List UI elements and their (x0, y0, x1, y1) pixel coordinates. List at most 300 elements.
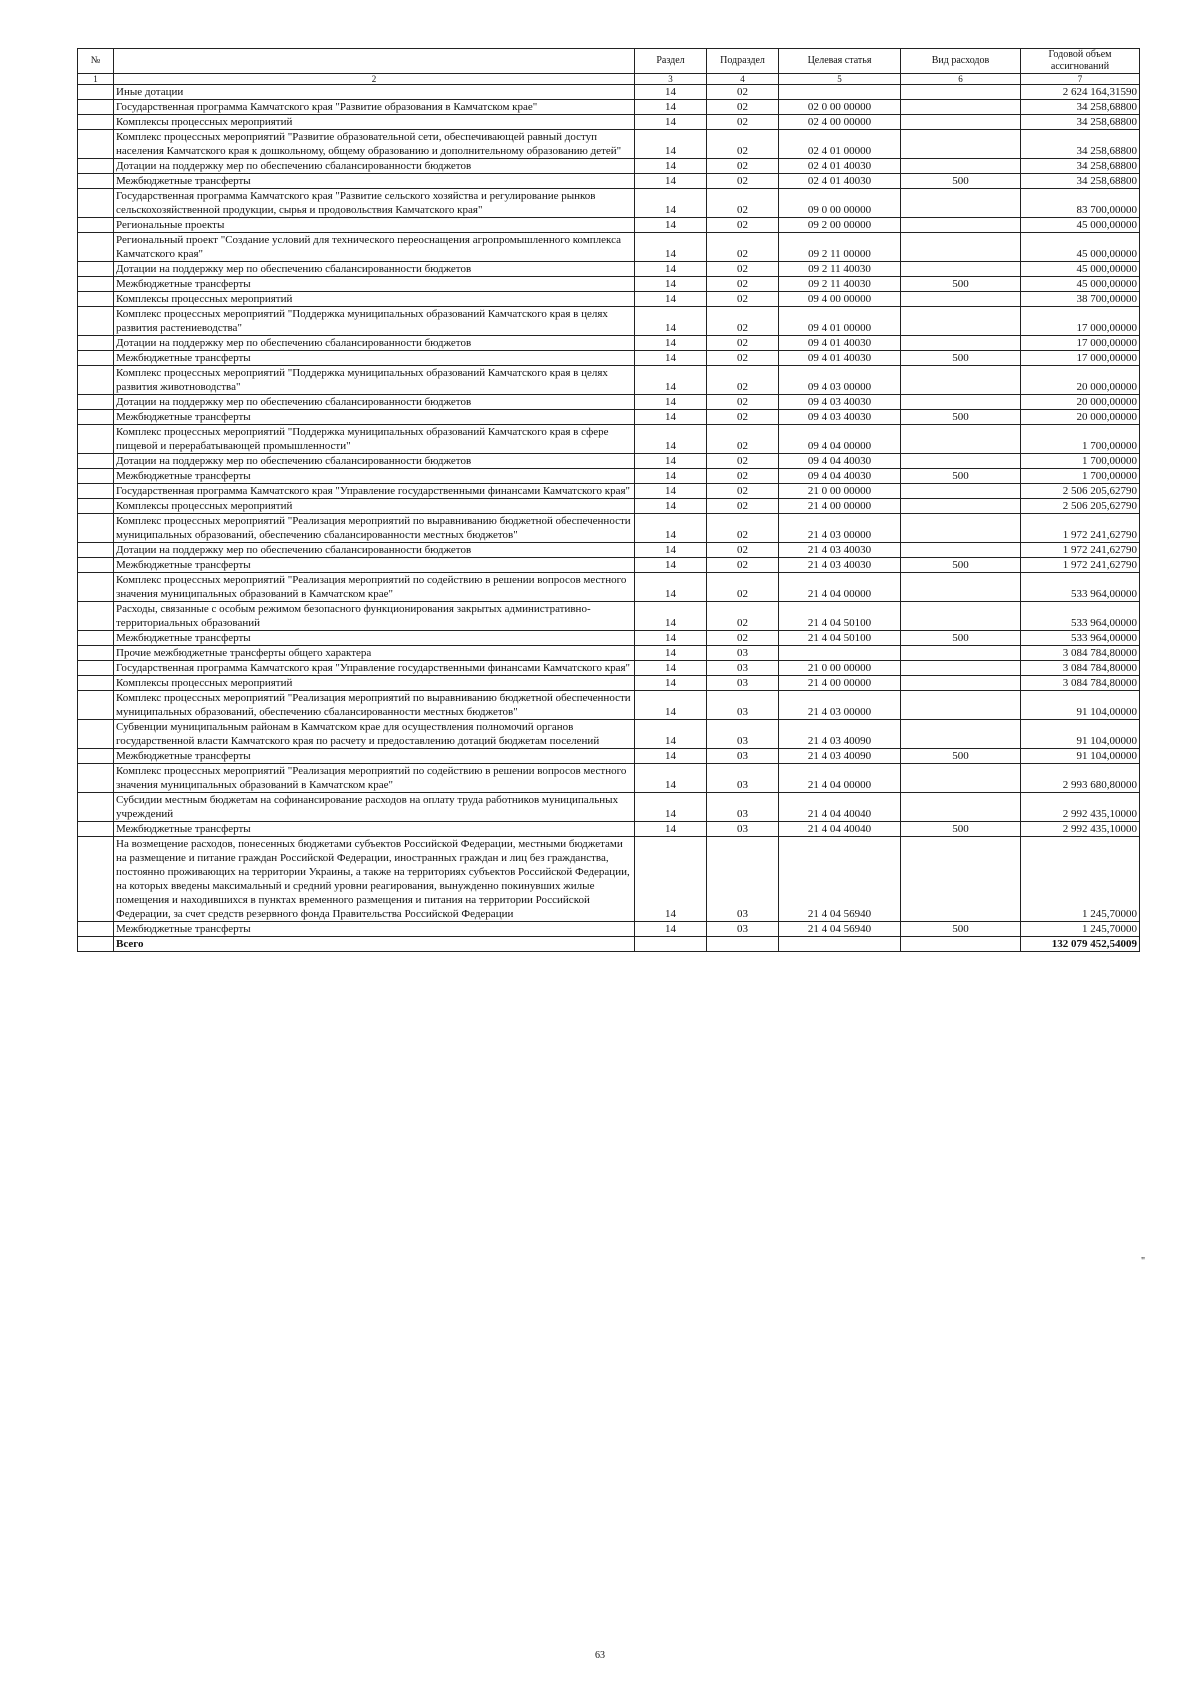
row-razdel: 14 (635, 454, 707, 469)
budget-table (77, 48, 1140, 952)
row-expense-type: 500 (901, 558, 1021, 573)
table-row (78, 233, 1140, 262)
table-row (78, 922, 1140, 937)
row-razdel: 14 (635, 425, 707, 454)
row-name: Дотации на поддержку мер по обеспечению сбалансированности бюджетов (114, 543, 635, 558)
row-expense-type (901, 499, 1021, 514)
row-target-article: 21 4 04 00000 (779, 764, 901, 793)
row-name: Межбюджетные трансферты (114, 922, 635, 937)
row-expense-type (901, 85, 1021, 100)
row-target-article: 09 2 00 00000 (779, 218, 901, 233)
row-target-article: 09 4 04 00000 (779, 425, 901, 454)
row-razdel: 14 (635, 174, 707, 189)
row-name: Межбюджетные трансферты (114, 631, 635, 646)
total-razdel-cell (635, 937, 707, 952)
row-target-article: 21 4 03 00000 (779, 691, 901, 720)
row-target-article: 09 4 03 40030 (779, 395, 901, 410)
row-name: Государственная программа Камчатского края "Развитие сельского хозяйства и регулирование рынков сельскохозяйственной продукции, сырья и продовольствия Камчатского края" (114, 189, 635, 218)
table-row (78, 277, 1140, 292)
table-row (78, 646, 1140, 661)
table-row (78, 174, 1140, 189)
row-razdel: 14 (635, 100, 707, 115)
row-podrazdel: 02 (707, 558, 779, 573)
row-name: Комплекс процессных мероприятий "Реализация мероприятий по выравниванию бюджетной обеспеченности муниципальных образований, обеспечению сбалансированности местных бюджетов" (114, 514, 635, 543)
row-razdel: 14 (635, 749, 707, 764)
row-num-cell (78, 262, 114, 277)
row-name: Субвенции муниципальным районам в Камчатском крае для осуществления полномочий органов государственной власти Камчатского края по расчету и предоставлению дотаций бюджетам поселений (114, 720, 635, 749)
row-expense-type (901, 573, 1021, 602)
row-target-article: 21 4 04 40040 (779, 822, 901, 837)
row-num-cell (78, 130, 114, 159)
row-expense-type (901, 676, 1021, 691)
row-name: Прочие межбюджетные трансферты общего характера (114, 646, 635, 661)
row-podrazdel: 02 (707, 233, 779, 262)
table-row (78, 336, 1140, 351)
table-row (78, 676, 1140, 691)
table-row (78, 218, 1140, 233)
table-row (78, 395, 1140, 410)
row-expense-type (901, 262, 1021, 277)
row-podrazdel: 02 (707, 499, 779, 514)
row-target-article: 09 2 11 00000 (779, 233, 901, 262)
table-row (78, 631, 1140, 646)
row-name: Межбюджетные трансферты (114, 749, 635, 764)
row-razdel: 14 (635, 307, 707, 336)
row-num-cell (78, 174, 114, 189)
table-row (78, 558, 1140, 573)
row-target-article: 09 4 00 00000 (779, 292, 901, 307)
total-cs-cell (779, 937, 901, 952)
row-target-article: 09 4 01 00000 (779, 307, 901, 336)
row-name: Комплексы процессных мероприятий (114, 676, 635, 691)
table-row (78, 351, 1140, 366)
row-expense-type (901, 720, 1021, 749)
row-podrazdel: 02 (707, 454, 779, 469)
row-podrazdel: 03 (707, 822, 779, 837)
row-amount: 3 084 784,80000 (1021, 676, 1140, 691)
row-target-article: 09 0 00 00000 (779, 189, 901, 218)
row-num-cell (78, 100, 114, 115)
row-amount: 1 245,70000 (1021, 837, 1140, 922)
row-amount: 38 700,00000 (1021, 292, 1140, 307)
row-podrazdel: 02 (707, 159, 779, 174)
table-row (78, 661, 1140, 676)
row-name: Комплексы процессных мероприятий (114, 115, 635, 130)
row-name: Расходы, связанные с особым режимом безопасного функционирования закрытых административно-территориальных образований (114, 602, 635, 631)
row-amount: 45 000,00000 (1021, 233, 1140, 262)
row-num-cell (78, 631, 114, 646)
row-num-cell (78, 922, 114, 937)
row-razdel: 14 (635, 514, 707, 543)
row-podrazdel: 02 (707, 410, 779, 425)
header-num: № (78, 49, 114, 74)
table-body (78, 85, 1140, 937)
row-podrazdel: 02 (707, 425, 779, 454)
row-target-article (779, 646, 901, 661)
table-row (78, 793, 1140, 822)
row-amount: 20 000,00000 (1021, 366, 1140, 395)
row-target-article: 02 4 01 40030 (779, 159, 901, 174)
row-target-article: 21 4 04 00000 (779, 573, 901, 602)
row-podrazdel: 02 (707, 631, 779, 646)
row-expense-type (901, 691, 1021, 720)
row-razdel: 14 (635, 922, 707, 937)
row-name: Комплекс процессных мероприятий "Развитие образовательной сети, обеспечивающей равный доступ населения Камчатского края к дошкольному, общему образованию и дополнительному образованию детей" (114, 130, 635, 159)
row-target-article: 21 4 03 00000 (779, 514, 901, 543)
row-amount: 1 245,70000 (1021, 922, 1140, 937)
row-target-article: 02 4 01 40030 (779, 174, 901, 189)
row-num-cell (78, 484, 114, 499)
row-podrazdel: 02 (707, 100, 779, 115)
row-razdel: 14 (635, 661, 707, 676)
row-num-cell (78, 469, 114, 484)
total-amount: 132 079 452,54009 (1021, 937, 1140, 952)
row-target-article: 21 0 00 00000 (779, 661, 901, 676)
row-amount: 17 000,00000 (1021, 307, 1140, 336)
row-name: Комплекс процессных мероприятий "Поддержка муниципальных образований Камчатского края в сфере пищевой и перерабатывающей промышленности" (114, 425, 635, 454)
row-razdel: 14 (635, 469, 707, 484)
row-num-cell (78, 499, 114, 514)
row-expense-type (901, 543, 1021, 558)
row-podrazdel: 03 (707, 922, 779, 937)
column-number: 2 (114, 74, 635, 85)
row-target-article: 21 4 03 40090 (779, 749, 901, 764)
row-expense-type (901, 646, 1021, 661)
row-amount: 533 964,00000 (1021, 631, 1140, 646)
row-razdel: 14 (635, 351, 707, 366)
total-podrazdel-cell (707, 937, 779, 952)
row-razdel: 14 (635, 676, 707, 691)
column-number-row (78, 74, 1140, 85)
row-amount: 2 506 205,62790 (1021, 484, 1140, 499)
table-row (78, 543, 1140, 558)
row-expense-type: 500 (901, 410, 1021, 425)
row-expense-type (901, 425, 1021, 454)
row-target-article: 21 4 03 40030 (779, 558, 901, 573)
row-target-article: 21 4 03 40030 (779, 543, 901, 558)
row-podrazdel: 02 (707, 351, 779, 366)
row-amount: 533 964,00000 (1021, 573, 1140, 602)
row-podrazdel: 02 (707, 292, 779, 307)
row-target-article: 02 4 01 00000 (779, 130, 901, 159)
row-amount: 34 258,68800 (1021, 130, 1140, 159)
row-name: Государственная программа Камчатского края "Управление государственными финансами Камчатского края" (114, 484, 635, 499)
row-num-cell (78, 749, 114, 764)
row-amount: 91 104,00000 (1021, 720, 1140, 749)
row-expense-type (901, 336, 1021, 351)
column-number: 3 (635, 74, 707, 85)
row-name: Комплексы процессных мероприятий (114, 499, 635, 514)
row-razdel: 14 (635, 646, 707, 661)
row-podrazdel: 02 (707, 277, 779, 292)
row-name: Государственная программа Камчатского края "Управление государственными финансами Камчатского края" (114, 661, 635, 676)
row-amount: 34 258,68800 (1021, 115, 1140, 130)
row-expense-type: 500 (901, 631, 1021, 646)
row-num-cell (78, 425, 114, 454)
row-num-cell (78, 573, 114, 602)
row-razdel: 14 (635, 366, 707, 395)
table-row (78, 749, 1140, 764)
row-razdel: 14 (635, 85, 707, 100)
row-expense-type (901, 395, 1021, 410)
row-expense-type: 500 (901, 749, 1021, 764)
row-amount: 2 992 435,10000 (1021, 793, 1140, 822)
row-expense-type (901, 189, 1021, 218)
table-row (78, 484, 1140, 499)
row-target-article: 21 4 04 50100 (779, 602, 901, 631)
row-razdel: 14 (635, 822, 707, 837)
row-razdel: 14 (635, 292, 707, 307)
row-amount: 91 104,00000 (1021, 691, 1140, 720)
column-number: 6 (901, 74, 1021, 85)
row-expense-type: 500 (901, 174, 1021, 189)
row-expense-type (901, 233, 1021, 262)
table-row (78, 115, 1140, 130)
row-name: Комплекс процессных мероприятий "Реализация мероприятий по выравниванию бюджетной обеспеченности муниципальных образований, обеспечению сбалансированности местных бюджетов" (114, 691, 635, 720)
header-name (114, 49, 635, 74)
row-amount: 1 972 241,62790 (1021, 514, 1140, 543)
row-razdel: 14 (635, 159, 707, 174)
row-podrazdel: 03 (707, 661, 779, 676)
row-podrazdel: 02 (707, 218, 779, 233)
row-name: Комплекс процессных мероприятий "Реализация мероприятий по содействию в решении вопросов местного значения муниципальных образований в Камчатском крае" (114, 764, 635, 793)
row-target-article: 21 4 04 40040 (779, 793, 901, 822)
row-target-article: 21 4 04 50100 (779, 631, 901, 646)
table-row (78, 366, 1140, 395)
row-target-article: 21 4 04 56940 (779, 922, 901, 937)
total-num-cell (78, 937, 114, 952)
row-num-cell (78, 233, 114, 262)
row-amount: 17 000,00000 (1021, 351, 1140, 366)
table-row (78, 100, 1140, 115)
row-name: Государственная программа Камчатского края "Развитие образования в Камчатском крае" (114, 100, 635, 115)
row-amount: 2 624 164,31590 (1021, 85, 1140, 100)
column-number: 7 (1021, 74, 1140, 85)
row-amount: 3 084 784,80000 (1021, 661, 1140, 676)
table-row (78, 189, 1140, 218)
row-name: Комплексы процессных мероприятий (114, 292, 635, 307)
row-target-article: 02 0 00 00000 (779, 100, 901, 115)
row-razdel: 14 (635, 558, 707, 573)
row-amount: 2 993 680,80000 (1021, 764, 1140, 793)
row-target-article: 09 4 03 00000 (779, 366, 901, 395)
row-amount: 2 992 435,10000 (1021, 822, 1140, 837)
row-expense-type (901, 218, 1021, 233)
row-amount: 34 258,68800 (1021, 159, 1140, 174)
table-row (78, 159, 1140, 174)
row-num-cell (78, 543, 114, 558)
row-name: Региональные проекты (114, 218, 635, 233)
column-number: 5 (779, 74, 901, 85)
row-num-cell (78, 395, 114, 410)
row-podrazdel: 03 (707, 793, 779, 822)
row-num-cell (78, 366, 114, 395)
row-razdel: 14 (635, 218, 707, 233)
row-num-cell (78, 351, 114, 366)
row-podrazdel: 02 (707, 189, 779, 218)
row-name: Региональный проект "Создание условий для технического переоснащения агропромышленного комплекса Камчатского края" (114, 233, 635, 262)
row-num-cell (78, 676, 114, 691)
row-expense-type (901, 837, 1021, 922)
row-num-cell (78, 336, 114, 351)
row-expense-type: 500 (901, 351, 1021, 366)
row-expense-type: 500 (901, 922, 1021, 937)
row-razdel: 14 (635, 233, 707, 262)
row-razdel: 14 (635, 691, 707, 720)
row-num-cell (78, 558, 114, 573)
row-name: Межбюджетные трансферты (114, 351, 635, 366)
row-target-article: 09 2 11 40030 (779, 277, 901, 292)
row-target-article: 21 0 00 00000 (779, 484, 901, 499)
row-podrazdel: 02 (707, 307, 779, 336)
row-podrazdel: 02 (707, 366, 779, 395)
header-podrazdel: Подраздел (707, 49, 779, 74)
row-amount: 1 972 241,62790 (1021, 543, 1140, 558)
row-podrazdel: 03 (707, 749, 779, 764)
row-name: Дотации на поддержку мер по обеспечению сбалансированности бюджетов (114, 395, 635, 410)
row-num-cell (78, 218, 114, 233)
row-amount: 17 000,00000 (1021, 336, 1140, 351)
row-amount: 34 258,68800 (1021, 174, 1140, 189)
total-row (78, 937, 1140, 952)
row-razdel: 14 (635, 410, 707, 425)
row-target-article: 21 4 00 00000 (779, 499, 901, 514)
row-target-article: 09 4 03 40030 (779, 410, 901, 425)
row-num-cell (78, 837, 114, 922)
row-num-cell (78, 277, 114, 292)
row-razdel: 14 (635, 484, 707, 499)
row-razdel: 14 (635, 793, 707, 822)
row-amount: 45 000,00000 (1021, 218, 1140, 233)
header-expense-type: Вид расходов (901, 49, 1021, 74)
row-target-article (779, 85, 901, 100)
row-name: Комплекс процессных мероприятий "Поддержка муниципальных образований Камчатского края в целях развития животноводства" (114, 366, 635, 395)
row-num-cell (78, 822, 114, 837)
column-number: 4 (707, 74, 779, 85)
row-expense-type (901, 130, 1021, 159)
table-row (78, 822, 1140, 837)
table-row (78, 499, 1140, 514)
row-name: Комплекс процессных мероприятий "Поддержка муниципальных образований Камчатского края в целях развития растениеводства" (114, 307, 635, 336)
table-row (78, 837, 1140, 922)
row-name: Межбюджетные трансферты (114, 469, 635, 484)
row-expense-type (901, 307, 1021, 336)
row-name: Межбюджетные трансферты (114, 410, 635, 425)
row-podrazdel: 03 (707, 646, 779, 661)
row-amount: 1 700,00000 (1021, 469, 1140, 484)
row-amount: 1 700,00000 (1021, 425, 1140, 454)
table-row (78, 425, 1140, 454)
table-row (78, 469, 1140, 484)
row-expense-type (901, 661, 1021, 676)
row-target-article: 09 4 04 40030 (779, 454, 901, 469)
row-name: Иные дотации (114, 85, 635, 100)
column-number: 1 (78, 74, 114, 85)
closing-quote-mark: " (1141, 1256, 1146, 1267)
row-target-article: 09 4 01 40030 (779, 336, 901, 351)
row-amount: 34 258,68800 (1021, 100, 1140, 115)
row-target-article: 09 4 01 40030 (779, 351, 901, 366)
table-row (78, 85, 1140, 100)
header-row (78, 49, 1140, 74)
row-expense-type: 500 (901, 822, 1021, 837)
header-annual-amount: Годовой объем ассигнований (1021, 49, 1140, 74)
row-expense-type (901, 292, 1021, 307)
row-amount: 20 000,00000 (1021, 395, 1140, 410)
row-target-article: 21 4 03 40090 (779, 720, 901, 749)
row-expense-type (901, 100, 1021, 115)
row-expense-type: 500 (901, 277, 1021, 292)
header-razdel: Раздел (635, 49, 707, 74)
row-podrazdel: 02 (707, 130, 779, 159)
row-expense-type (901, 454, 1021, 469)
row-name: Дотации на поддержку мер по обеспечению сбалансированности бюджетов (114, 454, 635, 469)
row-num-cell (78, 292, 114, 307)
row-expense-type (901, 484, 1021, 499)
row-name: Комплекс процессных мероприятий "Реализация мероприятий по содействию в решении вопросов местного значения муниципальных образований в Камчатском крае" (114, 573, 635, 602)
row-name: Дотации на поддержку мер по обеспечению сбалансированности бюджетов (114, 336, 635, 351)
row-num-cell (78, 691, 114, 720)
row-amount: 83 700,00000 (1021, 189, 1140, 218)
total-vr-cell (901, 937, 1021, 952)
row-target-article: 21 4 04 56940 (779, 837, 901, 922)
table-row (78, 454, 1140, 469)
row-podrazdel: 02 (707, 336, 779, 351)
row-podrazdel: 02 (707, 85, 779, 100)
table-row (78, 573, 1140, 602)
row-num-cell (78, 159, 114, 174)
row-target-article: 09 2 11 40030 (779, 262, 901, 277)
row-podrazdel: 02 (707, 543, 779, 558)
row-expense-type: 500 (901, 469, 1021, 484)
row-num-cell (78, 307, 114, 336)
row-num-cell (78, 189, 114, 218)
row-name: Субсидии местным бюджетам на софинансирование расходов на оплату труда работников муниципальных учреждений (114, 793, 635, 822)
row-num-cell (78, 661, 114, 676)
row-razdel: 14 (635, 130, 707, 159)
total-label: Всего (114, 937, 635, 952)
row-podrazdel: 02 (707, 573, 779, 602)
row-razdel: 14 (635, 573, 707, 602)
row-num-cell (78, 764, 114, 793)
row-podrazdel: 02 (707, 514, 779, 543)
row-num-cell (78, 602, 114, 631)
table-row (78, 262, 1140, 277)
table-row (78, 307, 1140, 336)
row-num-cell (78, 454, 114, 469)
row-razdel: 14 (635, 602, 707, 631)
page-number: 63 (595, 1650, 605, 1661)
row-razdel: 14 (635, 395, 707, 410)
row-razdel: 14 (635, 720, 707, 749)
row-num-cell (78, 646, 114, 661)
row-podrazdel: 02 (707, 262, 779, 277)
row-razdel: 14 (635, 115, 707, 130)
row-razdel: 14 (635, 543, 707, 558)
row-podrazdel: 02 (707, 115, 779, 130)
row-name: Межбюджетные трансферты (114, 558, 635, 573)
row-amount: 533 964,00000 (1021, 602, 1140, 631)
row-podrazdel: 02 (707, 484, 779, 499)
row-expense-type (901, 793, 1021, 822)
row-podrazdel: 02 (707, 395, 779, 410)
row-name: Межбюджетные трансферты (114, 174, 635, 189)
row-target-article: 02 4 00 00000 (779, 115, 901, 130)
row-podrazdel: 02 (707, 174, 779, 189)
row-name: Межбюджетные трансферты (114, 822, 635, 837)
row-podrazdel: 03 (707, 720, 779, 749)
table-row (78, 720, 1140, 749)
